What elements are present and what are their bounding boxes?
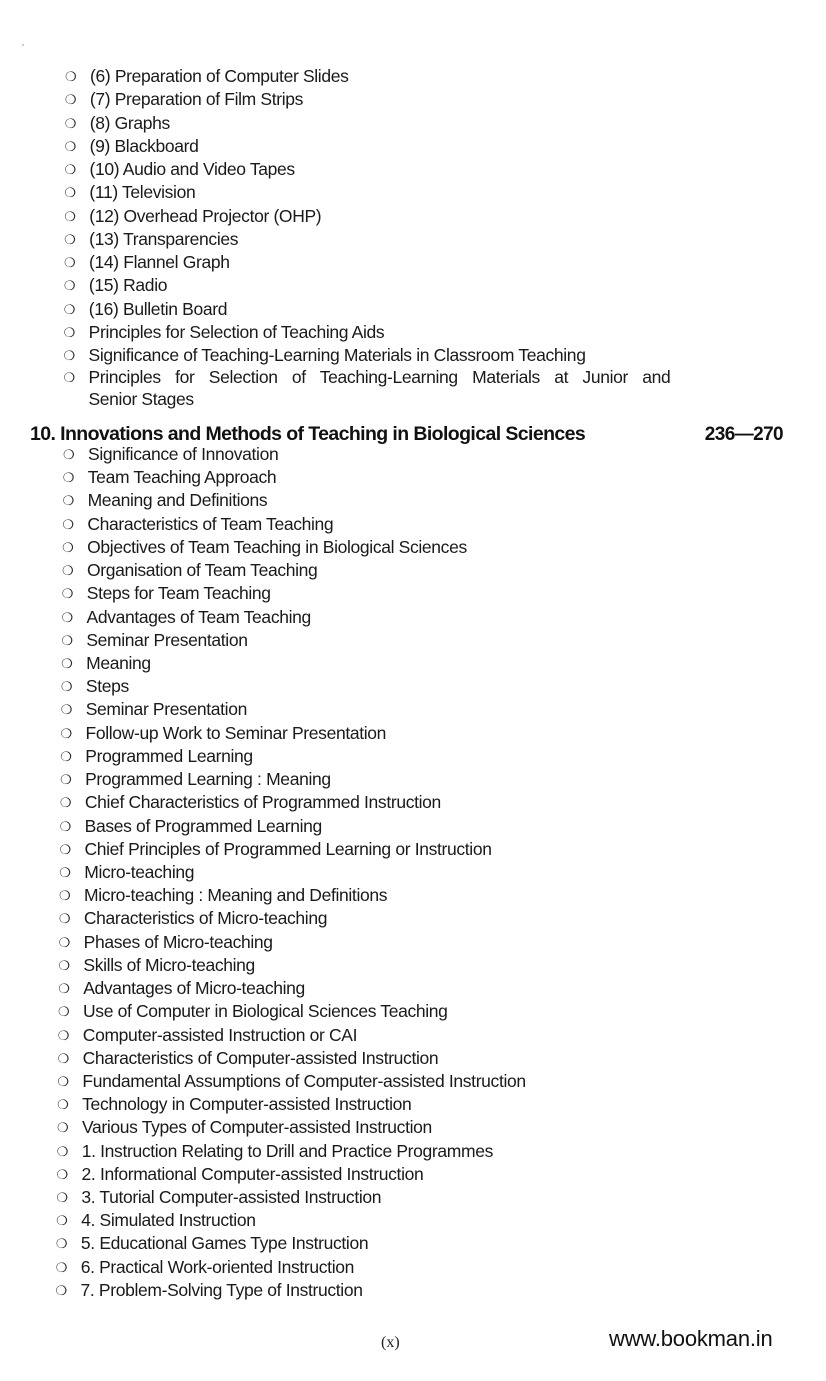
list-item-text: Chief Characteristics of Programmed Instruction (84, 792, 441, 813)
bullet-icon: ❍ (57, 1050, 69, 1066)
list-item-text: Use of Computer in Biological Sciences Teaching (83, 1001, 448, 1022)
list-item-text: (16) Bulletin Board (88, 298, 228, 319)
bullet-icon: ❍ (61, 609, 73, 625)
list-item-text: Phases of Micro-teaching (83, 931, 273, 952)
bullet-icon: ❍ (58, 934, 70, 950)
bullet-icon: ❍ (60, 772, 72, 788)
bullet-icon: ❍ (62, 539, 74, 555)
list-item-text-line2: Senior Stages (88, 389, 194, 410)
list-item-text: Meaning (86, 652, 151, 673)
list-item-text: Bases of Programmed Learning (84, 815, 322, 836)
bullet-icon: ❍ (58, 981, 70, 997)
list-item-text: Programmed Learning (85, 745, 253, 766)
list-item-text: Programmed Learning : Meaning (85, 769, 331, 790)
list-item-text: 6. Practical Work-oriented Instruction (80, 1256, 355, 1277)
bullet-icon: ❍ (56, 1120, 69, 1136)
bullet-icon: ❍ (59, 864, 71, 880)
list-item-text: Micro-teaching : Meaning and Definitions (84, 885, 388, 906)
bullet-icon: ❍ (57, 1073, 69, 1089)
bullet-icon: ❍ (60, 748, 72, 764)
list-item-text: Characteristics of Computer-assisted Instruction (82, 1047, 439, 1068)
bullet-icon: ❍ (56, 1190, 68, 1206)
bullet-icon: ❍ (55, 1259, 68, 1275)
bullet-icon: ❍ (58, 911, 71, 927)
list-item-text: 7. Problem-Solving Type of Instruction (80, 1279, 363, 1300)
list-item-text-line1: Principles for Selection of Teaching-Learning Materials at Junior and (88, 367, 671, 388)
list-item-text: 2. Informational Computer-assisted Instruction (81, 1163, 424, 1184)
list-item-text: Meaning and Definitions (87, 490, 268, 511)
bullet-icon: ❍ (59, 841, 71, 857)
website-watermark: www.bookman.in (609, 1326, 773, 1351)
bullet-icon: ❍ (64, 208, 76, 224)
bullet-icon: ❍ (63, 447, 75, 462)
list-item-text: Steps for Team Teaching (86, 583, 271, 604)
list-item-text (88, 366, 670, 410)
list-item-text: (10) Audio and Video Tapes (89, 159, 295, 179)
list-item-text: Computer-assisted Instruction or CAI (82, 1024, 358, 1045)
bullet-icon: ❍ (63, 370, 75, 386)
bullet-icon: ❍ (59, 795, 72, 811)
list-item-text: 5. Educational Games Type Instruction (80, 1233, 369, 1254)
bullet-icon: ❍ (60, 679, 73, 695)
list-item-text: Significance of Teaching-Learning Materials in Classroom Teaching (88, 345, 586, 365)
bullet-icon: ❍ (64, 162, 76, 177)
list-item-text: (8) Graphs (89, 112, 170, 133)
list-item-text: (7) Preparation of Film Strips (89, 89, 304, 110)
bullet-icon: ❍ (59, 888, 71, 904)
bullet-icon: ❍ (59, 818, 71, 834)
list-item-text: Follow-up Work to Seminar Presentation (85, 722, 387, 743)
bullet-icon: ❍ (57, 1097, 69, 1113)
bullet-icon: ❍ (62, 470, 75, 486)
list-item-text: Advantages of Micro-teaching (83, 978, 305, 999)
list-item-text: Team Teaching Approach (87, 467, 277, 488)
list-item-text: Advantages of Team Teaching (86, 606, 311, 627)
bullet-icon: ❍ (63, 301, 76, 317)
bullet-icon: ❍ (55, 1282, 67, 1298)
bullet-icon: ❍ (64, 231, 76, 247)
bullet-icon: ❍ (64, 115, 77, 131)
bullet-icon: ❍ (56, 1143, 69, 1159)
list-item-text: 4. Simulated Instruction (81, 1210, 256, 1231)
bullet-icon: ❍ (63, 278, 76, 294)
list-item-text: (9) Blackboard (89, 135, 199, 156)
bullet-icon: ❍ (62, 493, 74, 509)
list-item-text: Chief Principles of Programmed Learning or Instruction (84, 838, 492, 859)
bullet-icon: ❍ (62, 516, 74, 532)
bullet-icon: ❍ (57, 1027, 70, 1043)
list-item-text: (11) Television (89, 182, 196, 203)
list-item-text: Objectives of Team Teaching in Biological Sciences (87, 536, 467, 557)
bullet-icon: ❍ (61, 563, 74, 579)
list-item-text: (13) Transparencies (89, 228, 239, 249)
bullet-icon: ❍ (60, 725, 72, 741)
list-item-text: Seminar Presentation (85, 699, 247, 720)
bullet-icon: ❍ (61, 586, 74, 602)
list-item-text: (15) Radio (88, 275, 168, 296)
bullet-icon: ❍ (65, 69, 77, 84)
list-item-text: Seminar Presentation (86, 629, 248, 650)
list-item-text: Fundamental Assumptions of Computer-assisted Instruction (82, 1070, 526, 1091)
list-item-text: (6) Preparation of Computer Slides (90, 66, 349, 86)
bullet-icon: ❍ (61, 632, 73, 648)
bullet-icon: ❍ (58, 1004, 70, 1020)
chapter-page-range: 236—270 (704, 424, 783, 445)
bullet-icon: ❍ (56, 1166, 68, 1182)
bullet-icon: ❍ (55, 1236, 68, 1252)
list-item-text: (12) Overhead Projector (OHP) (89, 205, 322, 226)
bullet-icon: ❍ (64, 255, 76, 270)
list-item-text: 3. Tutorial Computer-assisted Instruction (81, 1187, 382, 1208)
list-item-text: Steps (85, 676, 129, 697)
list-item-text: Skills of Micro-teaching (83, 954, 255, 975)
bullet-icon: ❍ (64, 185, 76, 201)
chapter-title: 10. Innovations and Methods of Teaching in Biological Sciences (30, 423, 586, 445)
list-item-text: Principles for Selection of Teaching Aids (88, 321, 385, 342)
bullet-icon: ❍ (63, 324, 75, 340)
list-item-text: Characteristics of Micro-teaching (83, 908, 328, 929)
bullet-icon: ❍ (61, 655, 73, 671)
bullet-icon: ❍ (58, 957, 70, 973)
list-item-text: Various Types of Computer-assisted Instruction (81, 1117, 432, 1138)
list-item-text: Micro-teaching (84, 861, 195, 882)
list-item-text: 1. Instruction Relating to Drill and Practice Programmes (81, 1140, 494, 1161)
page-folio: (x) (381, 1334, 400, 1351)
list-item-text: (14) Flannel Graph (89, 252, 230, 272)
scan-speck (22, 44, 24, 46)
list-item-text: Characteristics of Team Teaching (87, 513, 334, 534)
list-item-text: Significance of Innovation (88, 444, 279, 464)
bullet-icon: ❍ (64, 138, 76, 154)
list-item-text: Organisation of Team Teaching (86, 560, 318, 581)
list-item-text: Technology in Computer-assisted Instruction (82, 1094, 412, 1115)
bullet-icon: ❍ (60, 702, 73, 718)
bullet-icon: ❍ (63, 348, 75, 363)
bullet-icon: ❍ (56, 1213, 68, 1229)
bullet-icon: ❍ (64, 92, 77, 108)
